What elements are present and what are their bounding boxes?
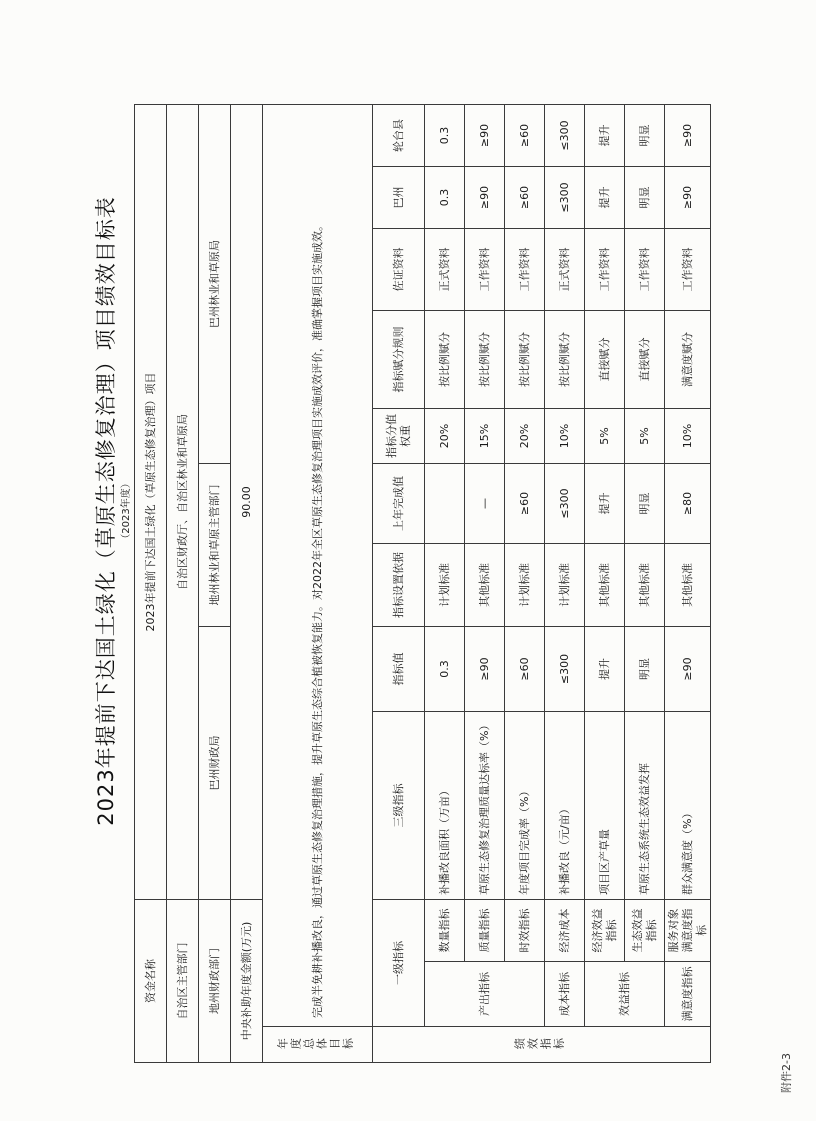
evidence-cell: 正式资料 — [425, 229, 465, 311]
col-bazhou: 巴州 — [373, 167, 425, 229]
col-last-year: 上年完成值 — [373, 464, 425, 544]
level1-cost: 成本指标 — [545, 962, 585, 1027]
basis-cell: 其他标准 — [465, 544, 505, 627]
weight-cell: 20% — [505, 409, 545, 464]
document-title: 2023年提前下达国土绿化（草原生态修复治理）项目绩效目标表 — [94, 196, 118, 826]
level3-cell: 年度项目完成率（%） — [505, 712, 545, 900]
level2-cell: 质量指标 — [465, 900, 505, 962]
document-subtitle: （2023年度） — [121, 478, 132, 544]
luntai-cell: ≥90 — [665, 105, 711, 167]
last-year-cell: 提升 — [585, 464, 625, 544]
prefecture-dept-row — [199, 105, 231, 1063]
level2-cell: 数量指标 — [425, 900, 465, 962]
evidence-cell: 工作资料 — [585, 229, 625, 311]
last-year-cell — [425, 464, 465, 544]
basis-cell: 其他标准 — [665, 544, 711, 627]
col-level1: 一级指标 — [373, 900, 425, 1027]
fund-name-label: 资金名称 — [135, 900, 167, 1063]
table-row — [585, 105, 625, 1063]
value-cell: ≥60 — [505, 627, 545, 712]
rule-cell: 按比例赋分 — [465, 311, 505, 409]
evidence-cell: 工作资料 — [505, 229, 545, 311]
annual-goal-label: 年度总体目标 — [276, 1037, 355, 1051]
rule-cell: 直接赋分 — [585, 311, 625, 409]
luntai-cell: 提升 — [585, 105, 625, 167]
level1-satisfaction: 满意度指标 — [665, 962, 711, 1027]
weight-cell: 5% — [585, 409, 625, 464]
weight-cell: 20% — [425, 409, 465, 464]
prefecture-dept-label: 地州财政部门 — [199, 900, 231, 1063]
region-dept-label: 自治区主管部门 — [167, 900, 199, 1063]
last-year-cell: ≥60 — [505, 464, 545, 544]
evidence-cell: 工作资料 — [625, 229, 665, 311]
rule-cell: 按比例赋分 — [505, 311, 545, 409]
last-year-cell: ≤300 — [545, 464, 585, 544]
level3-cell: 项目区产草量 — [585, 712, 625, 900]
luntai-cell: ≥90 — [465, 105, 505, 167]
value-cell: 明显 — [625, 627, 665, 712]
bazhou-cell: 提升 — [585, 167, 625, 229]
table-row — [505, 105, 545, 1063]
bazhou-cell: 0.3 — [425, 167, 465, 229]
level2-cell: 经济效益指标 — [585, 900, 625, 962]
last-year-cell: — — [465, 464, 505, 544]
value-cell: 提升 — [585, 627, 625, 712]
rule-cell: 按比例赋分 — [545, 311, 585, 409]
last-year-cell: ≥80 — [665, 464, 711, 544]
weight-cell: 5% — [625, 409, 665, 464]
annual-goal-text: 完成半免耕补播改良，通过草原生态修复治理措施，提升草原生态综合植被恢复能力。对2022年全区草原生态修复治理项目实施成效评价，准确掌握项目实施成效。 — [263, 105, 373, 1027]
value-cell: 0.3 — [425, 627, 465, 712]
value-cell: ≥90 — [465, 627, 505, 712]
amount-label: 中央补助年度金额(万元) — [231, 900, 263, 1063]
annual-goal-row — [263, 105, 373, 1063]
level2-cell: 生态效益指标 — [625, 900, 665, 962]
col-evidence: 佐证资料 — [373, 229, 425, 311]
table-row — [425, 105, 465, 1063]
region-dept-value: 自治区财政厅、自治区林业和草原局 — [167, 105, 199, 900]
performance-indicator-label: 绩效指标 — [513, 1037, 566, 1051]
level3-cell: 草原生态修复治理质量达标率（%） — [465, 712, 505, 900]
prefecture-forestry: 巴州林业和草原局 — [199, 105, 231, 464]
basis-cell: 其他标准 — [585, 544, 625, 627]
level3-cell: 群众满意度（%） — [665, 712, 711, 900]
level2-cell: 时效指标 — [505, 900, 545, 962]
col-luntai: 轮台县 — [373, 105, 425, 167]
basis-cell: 计划标准 — [425, 544, 465, 627]
region-dept-row — [167, 105, 199, 1063]
col-weight: 指标分值权重 — [373, 409, 425, 464]
level3-cell: 补播改良面积（万亩） — [425, 712, 465, 900]
last-year-cell: 明显 — [625, 464, 665, 544]
fund-name-row — [135, 105, 167, 1063]
fund-name-value: 2023年提前下达国土绿化（草原生态修复治理）项目 — [135, 105, 167, 900]
evidence-cell: 工作资料 — [465, 229, 505, 311]
bazhou-cell: ≥60 — [505, 167, 545, 229]
level1-output: 产出指标 — [425, 962, 545, 1027]
evidence-cell: 正式资料 — [545, 229, 585, 311]
bazhou-cell: 明显 — [625, 167, 665, 229]
luntai-cell: ≤300 — [545, 105, 585, 167]
bazhou-cell: ≤300 — [545, 167, 585, 229]
weight-cell: 15% — [465, 409, 505, 464]
col-basis: 指标设置依据 — [373, 544, 425, 627]
table-row — [625, 105, 665, 1063]
basis-cell: 其他标准 — [625, 544, 665, 627]
prefecture-admin-dept: 地州林业和草原主管部门 — [199, 464, 231, 627]
rule-cell: 按比例赋分 — [425, 311, 465, 409]
weight-cell: 10% — [545, 409, 585, 464]
prefecture-finance: 巴州财政局 — [199, 627, 231, 900]
luntai-cell: 0.3 — [425, 105, 465, 167]
level3-cell: 补播改良（元/亩） — [545, 712, 585, 900]
amount-value: 90.00 — [231, 105, 263, 900]
indicator-header-row — [373, 105, 425, 1063]
level1-benefit: 效益指标 — [585, 962, 665, 1027]
luntai-cell: 明显 — [625, 105, 665, 167]
level3-cell: 草原生态系统生态效益发挥 — [625, 712, 665, 900]
basis-cell: 计划标准 — [545, 544, 585, 627]
level2-cell: 经济成本 — [545, 900, 585, 962]
col-value: 指标值 — [373, 627, 425, 712]
bazhou-cell: ≥90 — [465, 167, 505, 229]
rule-cell: 满意度赋分 — [665, 311, 711, 409]
col-level3: 三级指标 — [373, 712, 425, 900]
bazhou-cell: ≥90 — [665, 167, 711, 229]
basis-cell: 计划标准 — [505, 544, 545, 627]
value-cell: ≤300 — [545, 627, 585, 712]
table-row — [665, 105, 711, 1063]
table-row — [545, 105, 585, 1063]
weight-cell: 10% — [665, 409, 711, 464]
table-row — [465, 105, 505, 1063]
value-cell: ≥90 — [665, 627, 711, 712]
amount-row — [231, 105, 263, 1063]
luntai-cell: ≥60 — [505, 105, 545, 167]
attachment-label: 附件2-3 — [780, 1053, 793, 1093]
rule-cell: 直接赋分 — [625, 311, 665, 409]
evidence-cell: 工作资料 — [665, 229, 711, 311]
level2-cell: 服务对象满意度指标 — [665, 900, 711, 962]
performance-target-table — [134, 104, 711, 1063]
col-rule: 指标赋分规则 — [373, 311, 425, 409]
